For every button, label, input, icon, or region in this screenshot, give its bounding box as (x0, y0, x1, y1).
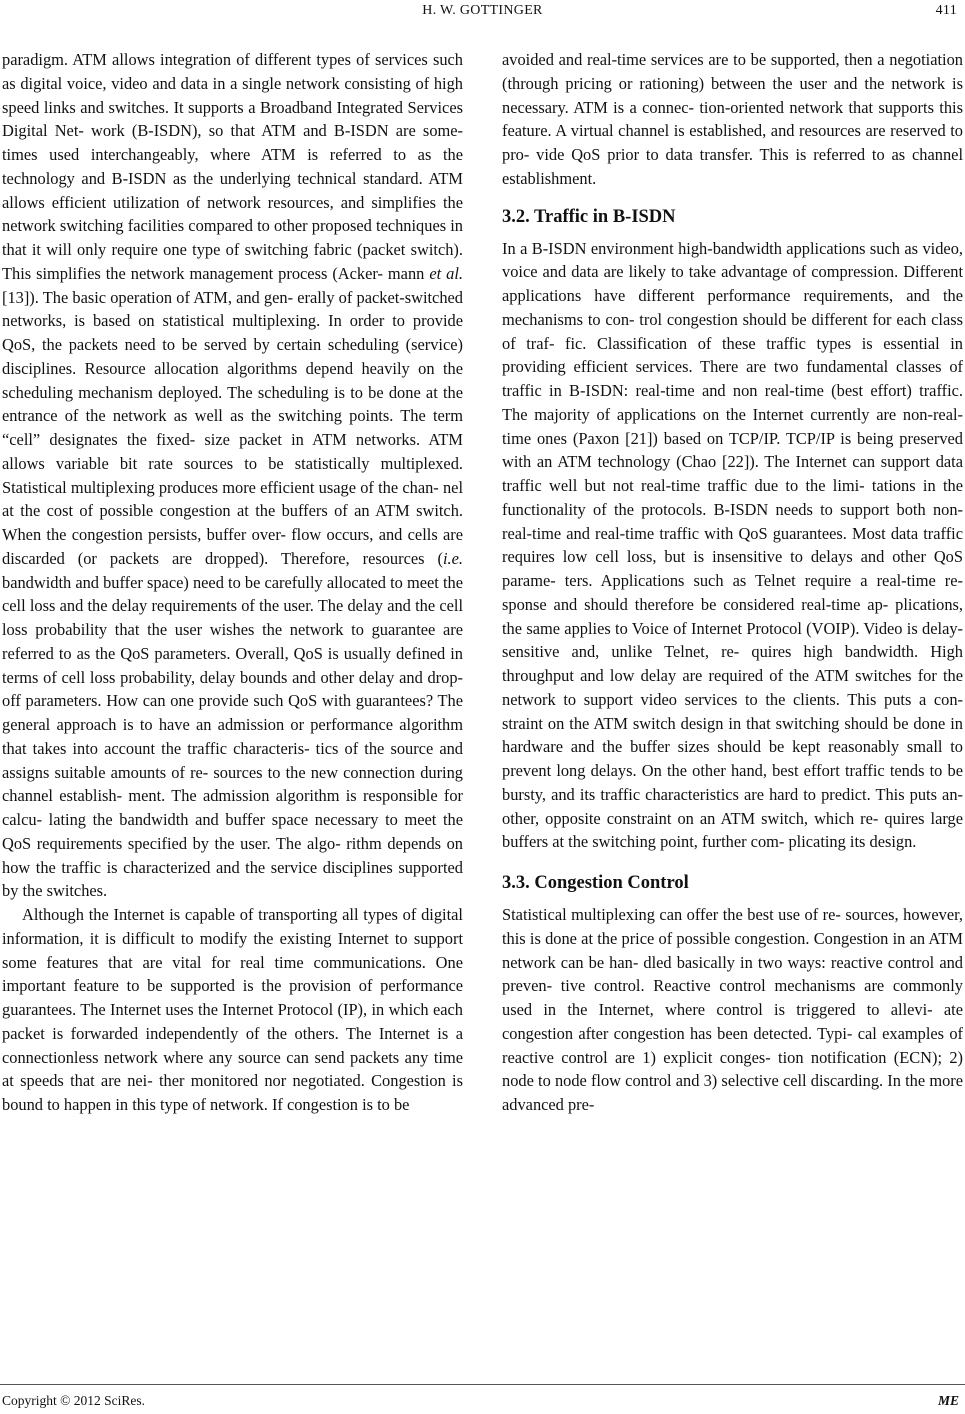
footer-divider (0, 1384, 965, 1385)
section-heading-congestion: 3.3. Congestion Control (502, 873, 689, 893)
page-number: 411 (935, 3, 957, 18)
journal-abbrev: ME (937, 1393, 959, 1408)
paragraph-atm-paradigm: paradigm. ATM allows integration of different types of services such as digital voice, video and data in a single network consisting of high speed links and switches. It supports a Broadband Integrated Services Digital Net- work (B-ISDN), so that ATM and B-ISDN are some- times used interchangeably, where ATM is referred to as the technology and B-ISDN as the underlying technical standard. ATM allows efficient utilization of network resources, and simplifies the network switching facilities compared to other proposed techniques in that it will only require one type of switching fabric (packet switch). This simplifies the network management process (Acker- mann et al. [13]). The basic operation of ATM, and gen- erally of packet-switched networks, is based on statistical multiplexing. In order to provide QoS, the packets need to be served by certain scheduling (service) disciplines. Resource allocation algorithms depend heavily on the scheduling mechanism deployed. The scheduling is to be done at the entrance of the network as well as the switching points. The term “cell” designates the fixed- size packet in ATM networks. ATM allows variable bit rate sources to be statistically multiplexed. Statistical multiplexing produces more efficient usage of the chan- nel at the cost of possible congestion at the buffers of an ATM switch. When the congestion persists, buffer over- flow occurs, and cells are discarded (or packets are dropped). Therefore, resources (i.e. bandwidth and buffer space) need to be carefully allocated to meet the cell loss and the delay requirements of the user. The delay and the cell loss probability that the user wishes the network to guarantee are referred to as the QoS parameters. Overall, QoS is usually defined in terms of cell loss probability, delay bounds and other delay and drop-off parameters. How can one provide such QoS with guarantees? The general approach is to have an admission or performance algorithm that takes into account the traffic characteris- tics of the source and assigns suitable amounts of re- sources to the new connection during channel establish- ment. The admission algorithm is responsible for calcu- lating the bandwidth and buffer space necessary to meet the QoS requirements specified by the user. The algo- rithm depends on how the traffic is characterized and the service disciplines supported by the switches. (2, 50, 463, 901)
ie-abbrev: i.e. (442, 548, 463, 568)
paragraph-congestion-control: Statistical multiplexing can offer the best use of re- sources, however, this is done at the price of possible congestion. Congestion in an ATM network can be han- dled basically in two ways: reactive control and preven- tive control. Reactive control mechanisms are commonly used in the Internet, where control is triggered to allevi- ate congestion after congestion has been detected. Typi- cal examples of reactive control are 1) explicit conges- tion notification (ECN); 2) node to node flow control and 3) selective cell discarding. In the more advanced pre- (502, 905, 963, 1114)
left-column (2, 48, 463, 1117)
page-header (0, 0, 965, 32)
running-head: H. W. GOTTINGER (422, 3, 543, 18)
paragraph-traffic-bisdn: In a B-ISDN environment high-bandwidth applications such as video, voice and data are likely to take advantage of compression. Different applications have different performance requirements, and the mechanisms to con- trol congestion should be different for each class of traf- fic. Classification of these traffic types is essential in providing efficient services. There are two fundamental classes of traffic in B-ISDN: real-time and non real-time (best effort) traffic. The majority of applications on the Internet currently are non-real-time ones (Paxon [21]) based on TCP/IP. TCP/IP is being preserved with an ATM technology (Chao [22]). The Internet can support data traffic well but not real-time traffic due to the limi- tations in the functionality of the protocols. B-ISDN needs to support both non-real-time and real-time traffic with QoS guarantees. Most data traffic requires low cell loss, but is insensitive to delays and other QoS parame- ters. Applications such as Telnet require a real-time re- sponse and should therefore be considered real-time ap- plications, the same applies to Voice of Internet Protocol (VOIP). Video is delay-sensitive and, unlike Telnet, re- quires high bandwidth. High throughput and low delay are required of the ATM switches for the network to support video services to the clients. This puts a con- straint on the ATM switch design in that switching should be done in hardware and the buffer sizes should be kept reasonably small to prevent long delays. On the other hand, best effort traffic tends to be bursty, and its traffic characteristics are hard to predict. This puts an- other, opposite constraint on an ATM switch, which re- quires large buffers at the switching point, further com- plicating its design. (502, 238, 963, 852)
right-column (502, 48, 963, 1117)
paragraph-channel-establishment: avoided and real-time services are to be supported, then a negotiation (through pricing or rationing) between the user and the network is necessary. ATM is a connec- tion-oriented network that supports this feature. A virtual channel is established, and resources are reserved to pro- vide QoS prior to data transfer. This is referred to as channel establishment. (502, 50, 963, 188)
paragraph-internet: Although the Internet is capable of transporting all types of digital information, it is difficult to modify the existing Internet to support some features that are vital for real time communications. One important feature to be supported is the provision of performance guarantees. The Internet uses the Internet Protocol (IP), in which each packet is forwarded independently of the others. The Internet is a connectionless network where any source can send packets any time at speeds that are nei- ther monitored nor negotiated. Congestion is bound to happen in this type of network. If congestion is to be (2, 905, 463, 1114)
section-heading-traffic: 3.2. Traffic in B-ISDN (502, 206, 676, 227)
copyright-notice: Copyright © 2012 SciRes. (2, 1393, 146, 1408)
et-al: et al. (429, 263, 463, 283)
